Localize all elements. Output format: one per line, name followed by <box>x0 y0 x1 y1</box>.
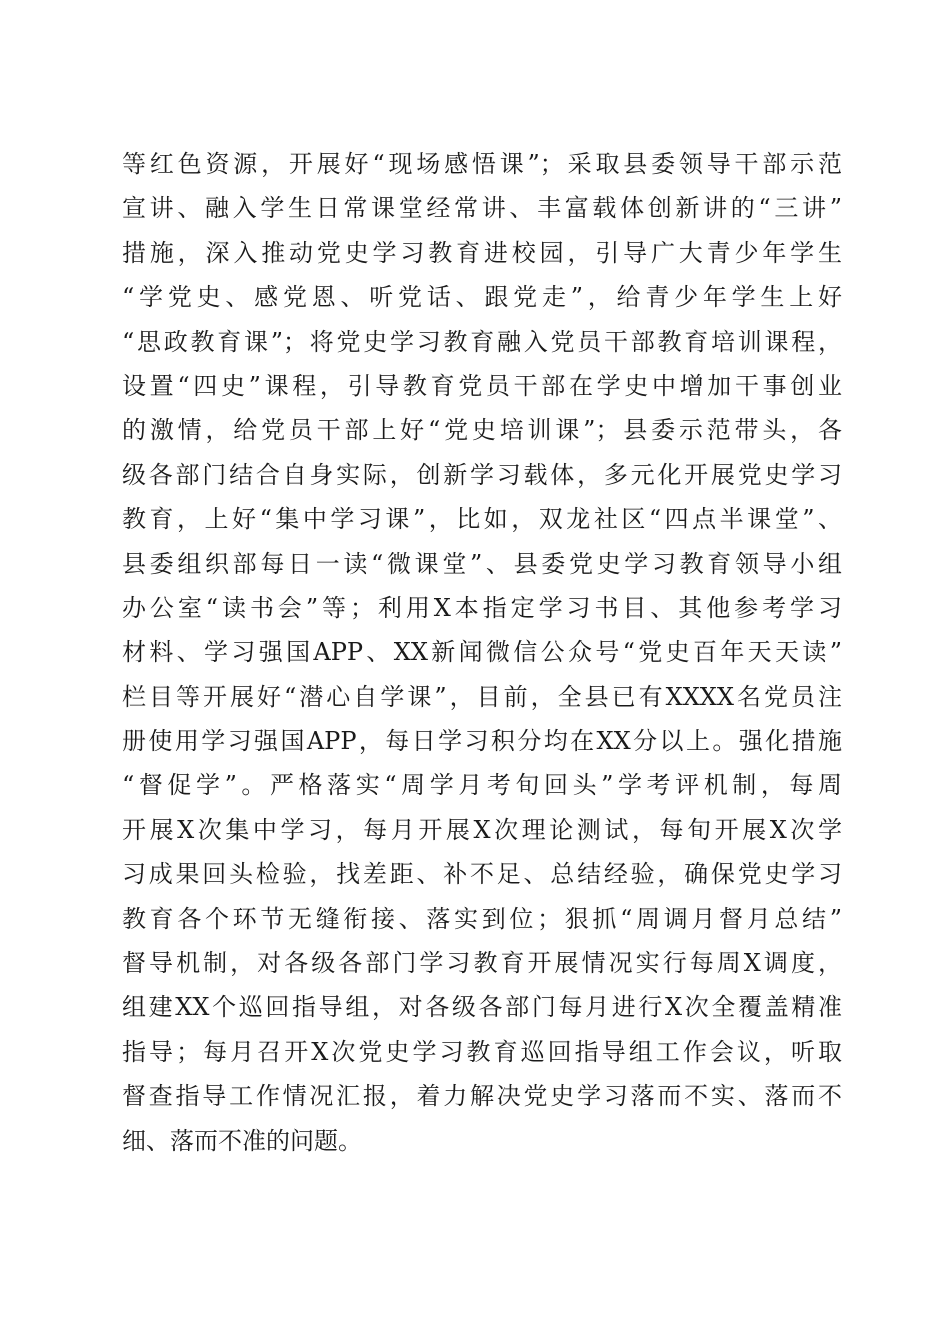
text-line: “思政教育课”；将党史学习教育融入党员干部教育培训课程， <box>122 327 842 356</box>
text-line: “学党史、感党恩、听党话、跟党走”，给青少年学生上好 <box>122 283 842 312</box>
text-line: 册使用学习强国APP，每日学习积分均在XX分以上。强化措施 <box>122 727 842 756</box>
text-line: 设置“四史”课程，引导教育党员干部在学史中增加干事创业 <box>122 371 842 400</box>
text-line: 督导机制，对各级各部门学习教育开展情况实行每周X调度， <box>122 949 842 978</box>
text-line: 组建XX个巡回指导组，对各级各部门每月进行X次全覆盖精准 <box>122 993 842 1022</box>
text-line: 指导；每月召开X次党史学习教育巡回指导组工作会议，听取 <box>122 1037 842 1066</box>
text-line: 措施，深入推动党史学习教育进校园，引导广大青少年学生 <box>122 238 842 267</box>
text-line: “督促学”。严格落实“周学月考旬回头”学考评机制，每周 <box>122 771 842 800</box>
text-line: 等红色资源，开展好“现场感悟课”；采取县委领导干部示范 <box>122 150 842 178</box>
text-line: 材料、学习强国APP、XX新闻微信公众号“党史百年天天读” <box>122 638 842 667</box>
text-line: 县委组织部每日一读“微课堂”、县委党史学习教育领导小组 <box>122 549 842 578</box>
text-line: 教育，上好“集中学习课”，比如，双龙社区“四点半课堂”、 <box>122 505 842 534</box>
text-line: 细、落而不准的问题。 <box>122 1126 362 1155</box>
text-line: 栏目等开展好“潜心自学课”，目前，全县已有XXXX名党员注 <box>122 682 842 711</box>
text-line: 的激情，给党员干部上好“党史培训课”；县委示范带头，各 <box>122 416 842 445</box>
body-paragraph <box>122 142 842 1163</box>
text-line: 习成果回头检验，找差距、补不足、总结经验，确保党史学习 <box>122 860 842 889</box>
text-line: 开展X次集中学习，每月开展X次理论测试，每旬开展X次学 <box>122 815 842 844</box>
text-line: 督查指导工作情况汇报，着力解决党史学习落而不实、落而不 <box>122 1082 842 1111</box>
text-line: 教育各个环节无缝衔接、落实到位；狠抓“周调月督月总结” <box>122 904 842 933</box>
text-line: 级各部门结合自身实际，创新学习载体，多元化开展党史学习 <box>122 460 842 489</box>
text-line: 办公室“读书会”等；利用X本指定学习书目、其他参考学习 <box>122 593 842 622</box>
text-line: 宣讲、融入学生日常课堂经常讲、丰富载体创新讲的“三讲” <box>122 194 842 223</box>
